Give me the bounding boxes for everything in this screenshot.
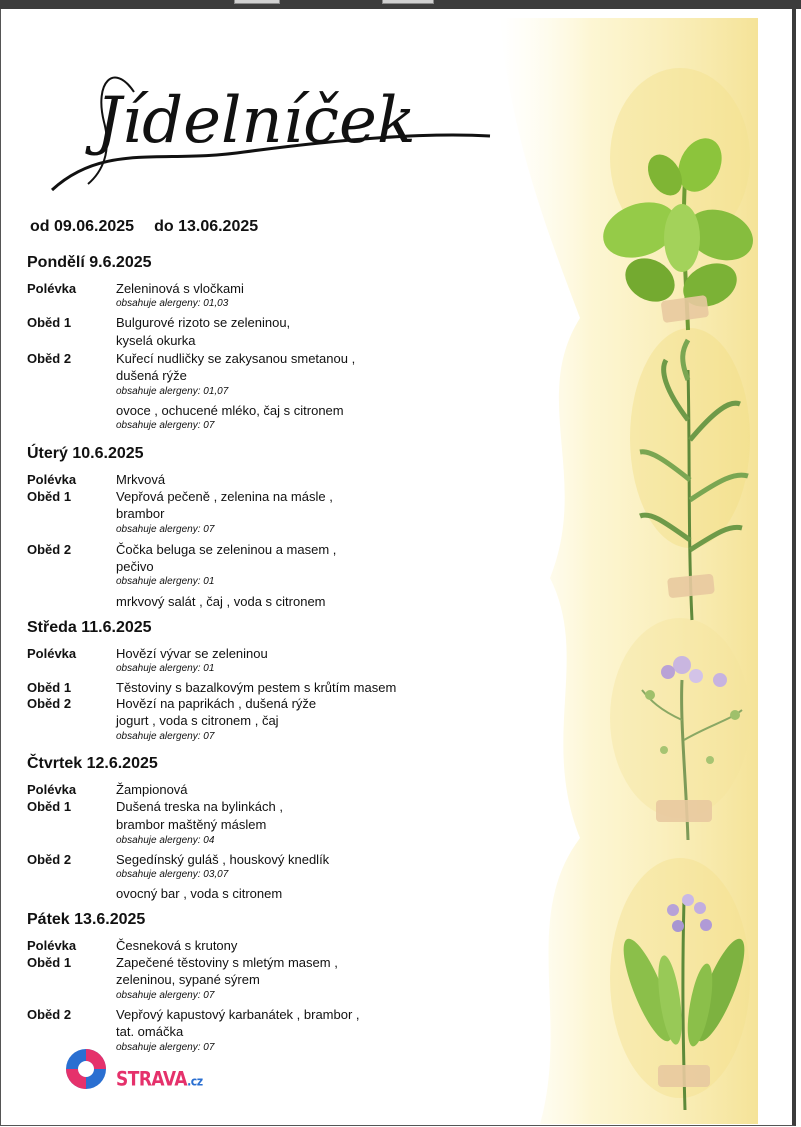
meal-text: Segedínský guláš , houskový knedlík — [116, 852, 330, 867]
meal-text: Bulgurové rizoto se zeleninou, — [116, 315, 291, 330]
allergens: obsahuje alergeny: 07 — [116, 731, 215, 742]
allergens: obsahuje alergeny: 07 — [116, 524, 215, 535]
meal-label: Oběd 2 — [27, 1007, 72, 1022]
meal-text: Zapečené těstoviny s mletým masem , — [116, 955, 338, 970]
meal-text: Žampionová — [116, 782, 188, 797]
page-title — [44, 52, 494, 202]
allergens: obsahuje alergeny: 04 — [116, 835, 215, 846]
meal-text: ovocný bar , voda s citronem — [116, 886, 283, 901]
toolbar-button[interactable] — [234, 0, 280, 4]
day-heading: Středa 11.6.2025 — [27, 619, 152, 636]
allergens: obsahuje alergeny: 07 — [116, 1042, 215, 1053]
allergens: obsahuje alergeny: 07 — [116, 420, 215, 431]
meal-text: brambor — [116, 506, 165, 521]
window-top-bar — [0, 0, 801, 9]
meal-text: Těstoviny s bazalkovým pestem s krůtím masem — [116, 680, 397, 695]
meal-label: Polévka — [27, 782, 77, 797]
meal-label: Polévka — [27, 938, 77, 953]
meal-text: Mrkvová — [116, 472, 166, 487]
meal-text: mrkvový salát , čaj , voda s citronem — [116, 594, 326, 609]
meal-label: Oběd 1 — [27, 955, 72, 970]
strava-logo-text — [116, 1068, 203, 1091]
meal-text: Dušená treska na bylinkách , — [116, 799, 283, 814]
meal-label: Oběd 1 — [27, 489, 72, 504]
allergens: obsahuje alergeny: 01 — [116, 576, 215, 587]
meal-text: Kuřecí nudličky se zakysanou smetanou , — [116, 351, 356, 366]
day-heading: Pondělí 9.6.2025 — [27, 254, 152, 271]
meal-label: Oběd 2 — [27, 351, 72, 366]
logo-suffix: .cz — [187, 1073, 203, 1089]
meal-text: dušená rýže — [116, 368, 187, 383]
meal-label: Oběd 2 — [27, 542, 72, 557]
meal-text: Zeleninová s vločkami — [116, 281, 244, 296]
meal-label: Polévka — [27, 646, 77, 661]
date-range — [30, 218, 258, 236]
meal-text: brambor maštěný máslem — [116, 817, 267, 832]
meal-text: Česneková s krutony — [116, 938, 238, 953]
meal-text: kyselá okurka — [116, 333, 196, 348]
meal-text: pečivo — [116, 559, 154, 574]
meal-text: zeleninou, sypané sýrem — [116, 972, 260, 987]
day-heading: Čtvrtek 12.6.2025 — [27, 755, 158, 772]
day-heading: Úterý 10.6.2025 — [27, 445, 144, 462]
meal-label: Polévka — [27, 281, 77, 296]
meal-label: Oběd 2 — [27, 696, 72, 711]
date-from: od 09.06.2025 — [30, 218, 135, 235]
meal-text: Hovězí na paprikách , dušená rýže — [116, 696, 317, 711]
meal-text: tat. omáčka — [116, 1024, 184, 1039]
allergens: obsahuje alergeny: 01 — [116, 663, 215, 674]
allergens: obsahuje alergeny: 01,07 — [116, 386, 229, 397]
allergens: obsahuje alergeny: 07 — [116, 990, 215, 1001]
meal-label: Polévka — [27, 472, 77, 487]
meal-text: Čočka beluga se zeleninou a masem , — [116, 542, 337, 557]
date-to: do 13.06.2025 — [154, 218, 259, 235]
toolbar-button[interactable] — [382, 0, 434, 4]
allergens: obsahuje alergeny: 01,03 — [116, 298, 229, 309]
logo-name: STRAVA — [116, 1068, 188, 1091]
meal-label: Oběd 2 — [27, 852, 72, 867]
meal-label: Oběd 1 — [27, 315, 72, 330]
meal-label: Oběd 1 — [27, 680, 72, 695]
meal-text: Vepřový kapustový karbanátek , brambor , — [116, 1007, 360, 1022]
meal-label: Oběd 1 — [27, 799, 72, 814]
meal-text: Hovězí vývar se zeleninou — [116, 646, 268, 661]
meal-text: jogurt , voda s citronem , čaj — [116, 713, 279, 728]
allergens: obsahuje alergeny: 03,07 — [116, 869, 229, 880]
day-heading: Pátek 13.6.2025 — [27, 911, 146, 928]
meal-text: Vepřová pečeně , zelenina na másle , — [116, 489, 333, 504]
page-title-text: Jídelníček — [96, 84, 416, 158]
meal-text: ovoce , ochucené mléko, čaj s citronem — [116, 403, 344, 418]
